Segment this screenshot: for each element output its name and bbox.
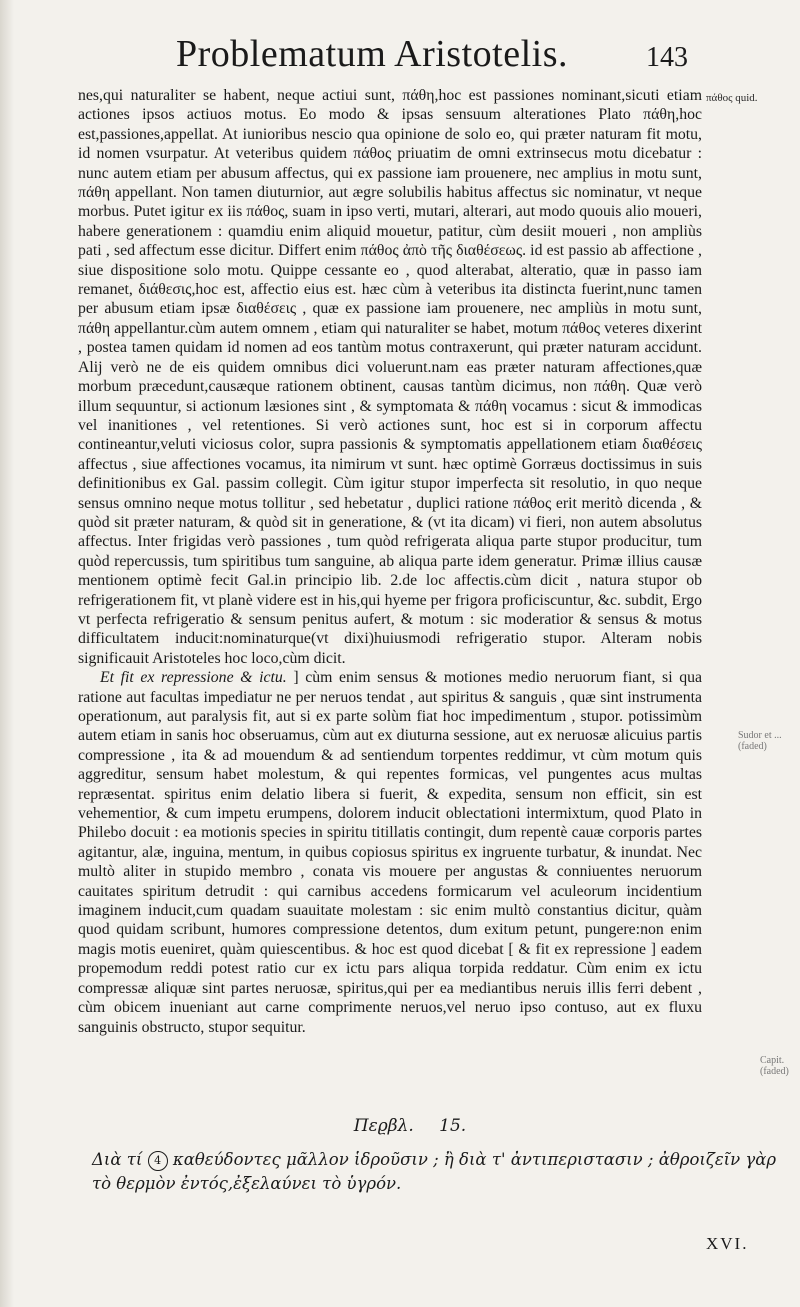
commentary-text [78,86,702,1037]
problem-number: 15. [439,1116,467,1136]
paragraph-ictu [78,668,702,1037]
catchword: XVI. [706,1234,749,1253]
margin-note-faded: Sudor et ... (faded) [738,730,782,752]
page-header [0,28,800,88]
problem-heading [0,1116,800,1136]
binding-shadow [0,0,14,1307]
paragraph-ictu-body: ] cùm enim sensus & motiones medio neruorum fiant, si qua ratione aut facultas impediatur ne per neruos tendat , aut spiritus & sanguis , quæ sint instrumenta operationum, aut paralysis fit, aut si ex parte solùm fiat hoc impedimentum , stupor. potissimùm autem etiam in sanis hoc obseruamus, cùm aut ex diuturna sessione, aut ex neruosæ alicuius partis compressione , ita & ad mouendum & ad sentiendum torpentes reddimur, vt cùm motum quis aggreditur, sensum habet molestum, & qui repentes formicas, vel pungentes acus multas repræsentat. spiritus enim delatio libera si fuerit, & expedita, sensum non efficit, sin est vehementior, & cum impetu erumpens, dolorem inducit oblectationi intermixtum, quod Plato in Philebo docuit : ea motionis species in spiritu titillatis contingit, dum repentè cauæ corporis partes agitantur, alæ, inguina, mentum, in quibus copiosus spiritus ex ingruente turbatur, & inundat. Nec multò aliter in stupido membro , conata vis mouere per angustas & conniuentes neruorum cauitates spiritum detrudit : qui carnibus accedens formicarum vel aculeorum incidentium imaginem inducit,cum quadam suauitate molestam : sic enim multò constantius dicitur, quàm quod quidam scribunt, humores compressione detentos, dum exitum petunt, pungere:non enim magis motis eueniret, quàm quiescentibus. & hoc est quod dicebat [ & fit ex repressione ] eadem propemodum reddi potest ratio cur ex ictu pars aliqua torpida reddatur. Cùm enim ex ictu compressæ aliquæ sint partes neruosæ, spiritus,qui per ea mediantibus neruis illis ferri debent , cùm obicem inueniant aut carne comprimente neruos,vel neruo ipso contuso, aut ex fluxu sanguinis obstructo, stupor sequitur. [78,669,703,1036]
page-number: 143 [646,42,688,73]
lemma-text: Et fit ex repressione & ictu. [100,669,287,687]
paragraph-passiones: nes,qui naturaliter se habent, neque actiui sunt, πάθη,hoc est passiones nominant,sicuti etiam actiones ipsos actiuos motus. Eo modo & ipsas sensuum alterationes Plato πάθη,hoc est,passiones,appellat. At iunioribus nescio qua opinione de solo eo, qui præter naturam fit motu, id nomen vsurpatur. At veteribus quidem πάθος priuatim de omni extrinsecus motu dicebatur : nunc autem etiam per abusum affectus, qui ex passione iam prouenere, nec amplius in motu sunt, πάθη appellant. Non tamen diuturnior, aut ægre solubilis habitus affectus sic nominatur, vt neque morbus. Putet igitur ex iis πάθος, suam in ipso verti, mutari, alterari, aut modo quouis alio moueri, habere generationem : quamdiu enim aliquid mouetur, patitur, cùm desiit moueri , non ampliùs pati , sed affectum esse dicitur. Differt enim πάθος ἀπὸ τῆς διαθέσεως. id est passio ab affectione , siue dispositione solo motu. Quippe cessante eo , quod alterabat, alteratio, quæ in passo iam remanet, διάθεσις,hoc est, affectio eius est. hæc cùm à veteribus ita distincta fuerint,nunc tamen per abusum etiam ipsæ διαθέσεις , quæ ex passione iam prouenere, nec ampliùs in motu sunt, πάθη appellantur.cùm autem omnem , etiam qui naturaliter se habet, motum πάθος veteres dixerint , postea tamen quidam id nomen ad eos tantùm motus contraxerunt, qui præter naturam accidunt. Alij verò ne de eis quidem omnibus dici voluerunt.nam eas præter naturam affectiones,quæ morbum præcedunt,causæque rationem obtinent, causas tantùm dicimus, non πάθη. Quæ verò illum sequuntur, si actionum læsiones sint , & symptomata & πάθη vocamus : sicut & immodicas vel inanitiones , vel retentiones. Si verò actiones sunt, hoc est si in corporum affectu contineantur,veluti viciosus color, supra passionis & symptomatis appellationem etiam διαθέσεις affectus , siue affectiones vocamus, ita nimirum vt sunt. hæc optimè Gorræus doctissimus in suis definitionibus ex Gal. passim collegit. Cùm igitur stupor imperfecta sit resolutio, in quo neque sensus omnino neque motus tollitur , sed hebetatur , duplici ratione πάθος erit meritò dicenda , & quòd sit præter naturam, & quòd sit in generatione, & (vt ita dicam) vi fieri, non autem absolutus affectus. Inter frigidas verò passiones , tum quòd refrigerata aliqua parte stupor producitur, tum quòd repercussis, tum spiritibus tum sanguine, ab aliqua parte idem generatur. Primæ illius causæ mentionem optimè fecit Gal.in principio lib. 2.de loc affectis.cùm dicit , natura stupor ob refrigerationem fit, vt planè videre est in his,qui hyeme per frigora proficiscuntur, &c. subdit, Ergo vt perfecta refrigeratio & sensum penitus aufert, & motum : sic moderatior & sensus & motus difficultatem inducit:nominaturque(vt dixi)huiusmodi refrigeratio stupor. Alteram nobis significauit Aristoteles hoc loco,cùm dicit. [78,87,702,667]
margin-note-faded-lower: Capit. (faded) [760,1055,789,1077]
circled-mark: 4 [148,1151,168,1171]
margin-note-quid: πάθος quid. [706,92,758,104]
greek-line-2: τὸ θερμὸν ἐντός,ἐξελαύνει τὸ ὑγρόν. [92,1174,402,1193]
greek-line-1 [92,1148,777,1172]
running-title: Problematum Aristotelis. [176,33,568,75]
greek-line-1-start: Διὰ τί [92,1150,143,1169]
greek-line-1-rest: καθεύδοντες μᾶλλον ἱδροῦσιν ; ἢ διὰ τ' ἀντιπεριστασιν ; ἀθροιζεῖν γὰρ [172,1150,777,1169]
greek-problem-text [92,1148,777,1196]
problem-label: Πεϱβλ. [353,1116,414,1136]
